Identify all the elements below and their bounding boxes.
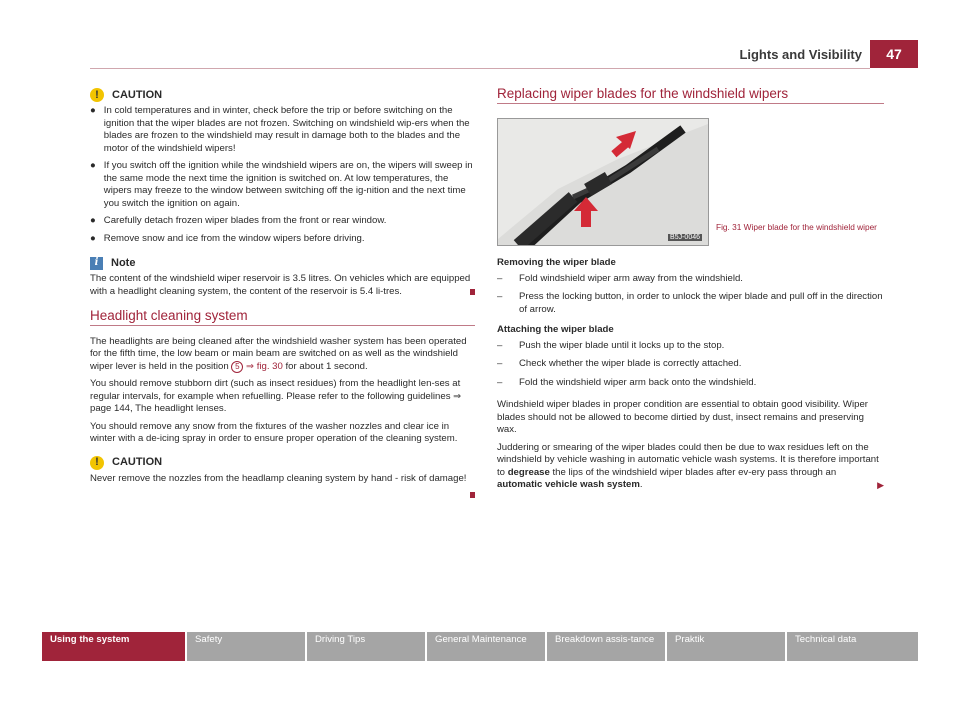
subheading: Attaching the wiper blade xyxy=(497,324,614,335)
caution-heading xyxy=(90,456,475,470)
step-text: Push the wiper blade until it locks up to the stop. xyxy=(519,339,725,351)
step-text: Press the locking button, in order to unlock the wiper blade and pull off in the direction of arrow. xyxy=(519,291,883,315)
caution-title: CAUTION xyxy=(112,88,163,101)
paragraph: You should remove stubborn dirt (such as insect residues) from the headlight len-ses at regular intervals, for example when refuelling. Please refer to the following guidelines ⇒ page 144, The headlight lenses. xyxy=(90,378,462,414)
list-item: ● In cold temperatures and in winter, check before the trip or before switching on the ignition that the wiper blades are not frozen. Switching on windshield wip-ers when the blades are frozen to the windshield may result in damage both to the blades and the motor of the windshield wipers! xyxy=(90,105,475,155)
header-divider xyxy=(90,68,870,69)
paragraph: Windshield wiper blades in proper condition are essential to obtain good visibility. Wiper blades should not be allowed to become dirtied by dust, insect remains and preserving wax. xyxy=(497,399,868,435)
note-text: The content of the windshield wiper reservoir is 3.5 litres. On vehicles which are equipped with a headlight cleaning system, the content of the reservoir is 5.4 li-tres. xyxy=(90,273,475,298)
section-heading: Replacing wiper blades for the windshield wipers xyxy=(497,86,789,101)
paragraph: You should remove any snow from the fixtures of the washer nozzles and clear ice in winter with a de-icing spray in order to ensure proper operation of the cleaning system. xyxy=(90,420,458,444)
list-item: – Check whether the wiper blade is correctly attached. xyxy=(497,358,742,369)
info-icon: i xyxy=(90,257,103,270)
bullet-text: Remove snow and ice from the window wipers before driving. xyxy=(103,232,365,244)
exclamation-circle-icon: ! xyxy=(90,456,104,470)
tab-safety[interactable]: Safety xyxy=(187,632,305,661)
left-column xyxy=(90,88,475,503)
step-text: Fold windshield wiper arm away from the windshield. xyxy=(519,272,743,284)
wiper-blade-figure xyxy=(497,118,709,246)
note-heading xyxy=(90,257,475,270)
caution-text: Never remove the nozzles from the headlamp cleaning system by hand - risk of damage! xyxy=(90,472,467,484)
list-item: – Push the wiper blade until it locks up to the stop. xyxy=(497,339,725,351)
figure-code: B5J-0046 xyxy=(670,234,700,241)
tab-general-maintenance[interactable]: General Maintenance xyxy=(427,632,545,661)
tab-technical-data[interactable]: Technical data xyxy=(787,632,918,661)
bullet-text: Carefully detach frozen wiper blades from the front or rear window. xyxy=(103,215,387,226)
page-number: 47 xyxy=(870,40,918,68)
tab-breakdown-assistance[interactable]: Breakdown assis-tance xyxy=(547,632,665,661)
figure-caption: Fig. 31 Wiper blade for the windshield wiper xyxy=(716,222,877,232)
list-item: ● Remove snow and ice from the window wipers before driving. xyxy=(90,232,365,244)
paragraph: The headlights are being cleaned after the windshield washer system has been operated for the fifth time, the low beam or main beam are switched on as well as the windshield wiper lever is held in the position 5 ⇒ fig. 30 for about 1 second. xyxy=(90,335,467,372)
bullet-text: In cold temperatures and in winter, check before the trip or before switching on the ignition that the wiper blades are not frozen. Switching on windshield wip-ers when the blades are frozen to the windshield may result in damage both to the blades and the motor of the windshield wipers! xyxy=(103,105,470,154)
caution-heading xyxy=(90,88,475,102)
tab-driving-tips[interactable]: Driving Tips xyxy=(307,632,425,661)
tab-praktik[interactable]: Praktik xyxy=(667,632,785,661)
chapter-title: Lights and Visibility xyxy=(739,47,862,62)
end-of-section-icon xyxy=(470,492,475,498)
section-divider xyxy=(90,325,475,326)
end-of-section-icon xyxy=(470,289,475,295)
figure-reference-link[interactable]: ⇒ fig. 30 xyxy=(246,360,283,372)
section-heading: Headlight cleaning system xyxy=(90,308,248,323)
note-title: Note xyxy=(111,257,136,270)
paragraph: Juddering or smearing of the wiper blades could then be due to wax residues left on the windshield by vehicle washing in automatic vehicle wash systems. It is therefore important to degrease the lips of the windshield wiper blades after ev-ery pass through an automatic vehicle wash system. ▶ xyxy=(497,441,884,490)
subheading: Removing the wiper blade xyxy=(497,257,616,268)
list-item: ● If you switch off the ignition while the windshield wipers are on, the wipers will sweep in the same mode the next time the ignition is switched on. At low temperatures, the wipers may freeze to the window between switching off the ig-nition and the next time you switch the ignition on again. xyxy=(90,160,475,210)
list-item: ● Carefully detach frozen wiper blades from the front or rear window. xyxy=(90,215,387,226)
bullet-text: If you switch off the ignition while the windshield wipers are on, the wipers will sweep in the same mode the next time the ignition is switched on. At low temperatures, the wipers may freeze to the window between switching off the ig-nition and the next time you switch the ignition on again. xyxy=(103,160,473,209)
wiper-illustration xyxy=(498,119,708,245)
caution-title: CAUTION xyxy=(112,456,163,469)
exclamation-circle-icon: ! xyxy=(90,88,104,102)
position-number: 5 xyxy=(231,361,243,373)
right-column xyxy=(497,257,884,497)
section-divider xyxy=(497,103,884,104)
tab-using-the-system[interactable]: Using the system xyxy=(42,632,185,661)
continue-arrow-icon: ▶ xyxy=(877,480,884,490)
chapter-nav xyxy=(42,632,918,661)
list-item: – Press the locking button, in order to unlock the wiper blade and pull off in the direction of arrow. xyxy=(497,291,883,315)
step-text: Check whether the wiper blade is correctly attached. xyxy=(519,358,742,369)
step-text: Fold the windshield wiper arm back onto the windshield. xyxy=(519,376,757,388)
right-heading-block xyxy=(497,86,884,114)
list-item: – Fold the windshield wiper arm back onto the windshield. xyxy=(497,376,757,388)
list-item: – Fold windshield wiper arm away from the windshield. xyxy=(497,272,743,284)
